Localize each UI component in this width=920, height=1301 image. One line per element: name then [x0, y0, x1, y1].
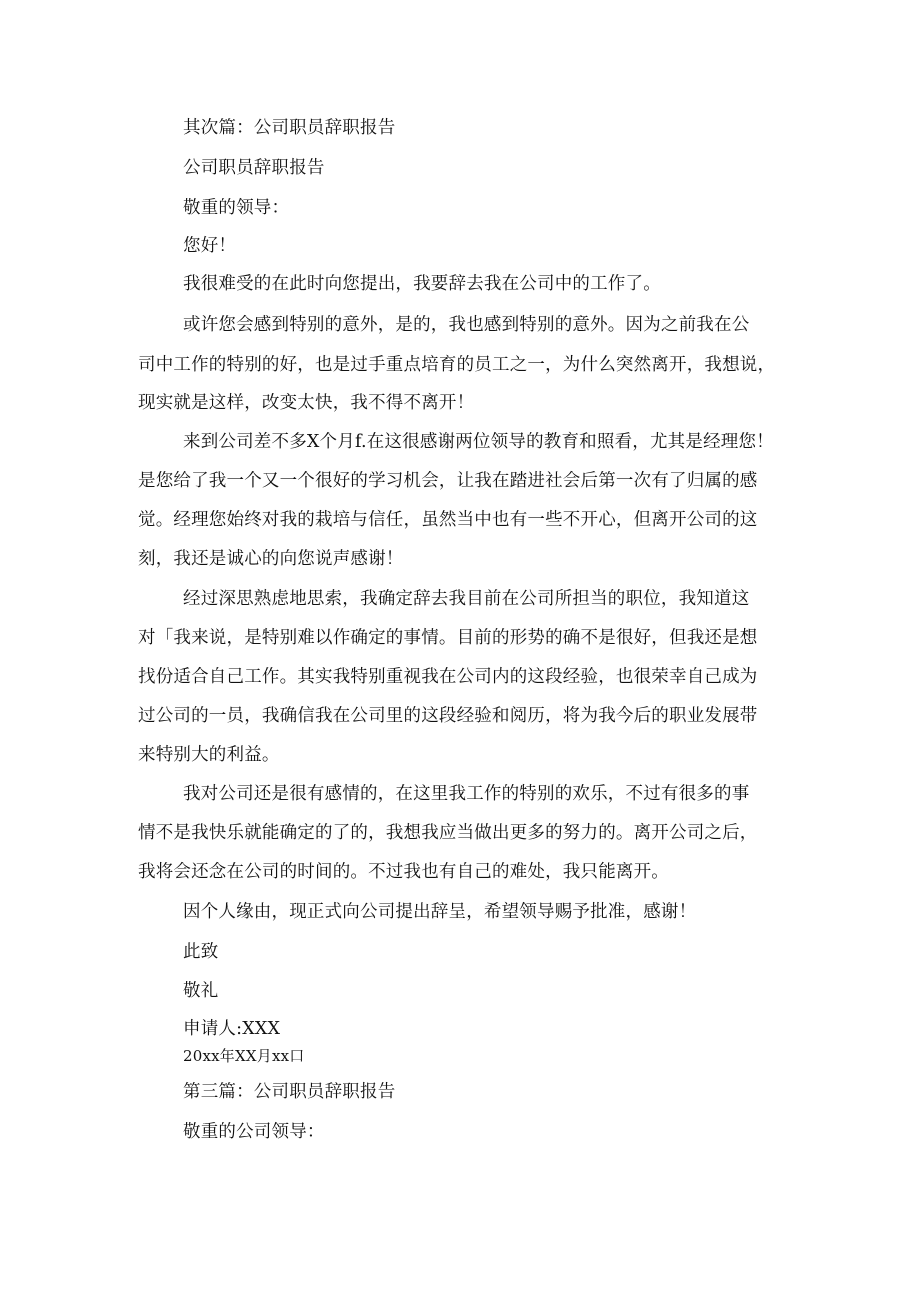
paragraph-line: 我将会还念在公司的时间的。不过我也有自己的难处，我只能离开。	[138, 862, 669, 882]
paragraph-line: 或许您会感到特别的意外，是的，我也感到特别的意外。因为之前我在公	[183, 315, 750, 335]
paragraph-line: 经过深思熟虑地思索，我确定辞去我目前在公司所担当的职位，我知道这	[183, 589, 750, 609]
paragraph-line: 是您给了我一个又一个很好的学习机会，让我在踏进社会后第一次有了归属的感	[138, 471, 758, 491]
paragraph-line: 司中工作的特别的好，也是过手重点培育的员工之一，为什么突然离开，我想说，	[138, 355, 776, 375]
paragraph-line: 现实就是这样，改变太快，我不得不离开！	[138, 393, 475, 413]
applicant-line: 申请人:XXX	[183, 1019, 281, 1039]
date-line: 20xx年XX月xx口	[183, 1047, 305, 1065]
salutation-3: 敬重的公司领导：	[183, 1122, 325, 1142]
paragraph-line: 过公司的一员，我确信我在公司里的这段经验和阅历，将为我今后的职业发展带	[138, 706, 758, 726]
salutation: 敬重的领导：	[183, 198, 290, 218]
section-heading-2: 其次篇：公司职员辞职报告	[183, 118, 396, 138]
paragraph-line: 找份适合自己工作。其实我特别重视我在公司内的这段经验，也很荣幸自己成为	[138, 667, 758, 687]
greeting: 您好！	[183, 236, 237, 256]
paragraph-line: 我对公司还是很有感情的，在这里我工作的特别的欢乐，不过有很多的事	[183, 784, 750, 804]
paragraph-line: 对「我来说，是特别难以作确定的事情。目前的形势的确不是很好，但我还是想	[138, 628, 758, 648]
paragraph-line: 情不是我快乐就能确定的了的，我想我应当做出更多的努力的。离开公司之后，	[138, 823, 758, 843]
paragraph-line: 来特别大的利益。	[138, 745, 280, 765]
paragraph-line: 因个人缘由，现正式向公司提出辞呈，希望领导赐予批准，感谢！	[183, 902, 697, 922]
paragraph-line: 来到公司差不多X个月f.在这很感谢两位领导的教育和照看，尤其是经理您！	[183, 432, 774, 452]
letter-title: 公司职员辞职报告	[183, 158, 325, 178]
paragraph-line: 刻，我还是诚心的向您说声感谢！	[138, 549, 404, 569]
closing-1: 此致	[183, 942, 219, 962]
closing-2: 敬礼	[183, 981, 219, 1001]
paragraph-line: 我很难受的在此时向您提出，我要辞去我在公司中的工作了。	[183, 274, 661, 294]
paragraph-line: 觉。经理您始终对我的栽培与信任，虽然当中也有一些不开心，但离开公司的这	[138, 510, 758, 530]
section-heading-3: 第三篇：公司职员辞职报告	[183, 1082, 396, 1102]
